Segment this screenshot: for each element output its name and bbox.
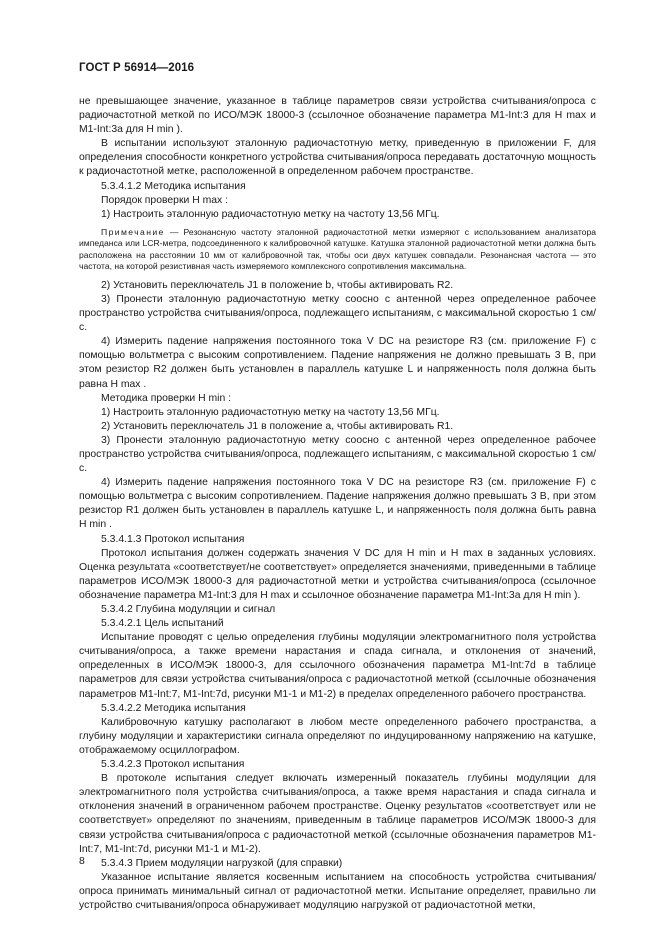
- list-item: 4) Измерить падение напряжения постоянного тока V DC на резисторе R3 (см. приложение F) с помощью вольтметра с высоким сопротивлением. Падение напряжения не должно превышать 3 В, при этом резистор R2 должен быть установлен в параллель катушке L и напряженность поля должна быть равна H max .: [79, 336, 596, 390]
- paragraph: Порядок проверки H max :: [101, 194, 228, 206]
- paragraph: В испытании используют эталонную радиочастотную метку, приведенную в приложении F, для определения способности конкретного устройства считывания/опроса передавать достаточную мощность к радиочастотной метке, расположенной в определенном рабочем пространстве.: [79, 138, 596, 178]
- standard-header: ГОСТ Р 56914—2016: [79, 62, 195, 74]
- list-item: 2) Установить переключатель J1 в положение a, чтобы активировать R1.: [101, 420, 454, 432]
- paragraph: В протоколе испытания следует включать измеренный показатель глубины модуляции для электромагнитного поля устройства считывания/опроса, а также время нарастания и спада сигнала и отклонения значений в ограниченном рабочем пространстве. Оценку результатов «соответствует или не соответствует» определяют по значениям, приведенным в таблице параметров ИСО/МЭК 18000-3 для связи устройства считывания/опроса с радиочастотной меткой (ссылочные обозначения параметров M1-Int:7, M1-Int:7d, рисунки M1-1 и M1-2).: [79, 773, 596, 855]
- clause-heading: 5.3.4.3 Прием модуляции нагрузкой (для справки): [101, 857, 343, 869]
- page-number: 8: [79, 855, 85, 867]
- body-text: [79, 95, 596, 913]
- paragraph: Методика проверки H min :: [101, 392, 231, 404]
- clause-heading: 5.3.4.2.2 Методика испытания: [101, 702, 246, 714]
- list-item: 3) Пронести эталонную радиочастотную метку соосно с антенной через определенное рабочее пространство устройства считывания/опроса, подлежащего испытаниям, с максимальной скоростью 1 см/с.: [79, 434, 596, 475]
- paragraph: Указанное испытание является косвенным испытанием на способность устройства считывания/опроса принимать минимальный сигнал от радиочастотной метки. Испытание определяет, правильно ли устройство считывания/опроса обнаруживает модуляцию нагрузкой от радиочастотной метки,: [79, 871, 596, 911]
- paragraph: не превышающее значение, указанное в таблице параметров связи устройства считывания/опроса с радиочастотной меткой по ИСО/МЭК 18000-3 (ссылочное обозначение параметра M1-Int:3 для H max и M1-Int:3a для H min ).: [79, 96, 596, 136]
- list-item: 4) Измерить падение напряжения постоянного тока V DC на резисторе R3 (см. приложение F) с помощью вольтметра с высоким сопротивлением. Падение напряжения должно превышать 3 В, при этом резистор R1 должен быть установлен в параллель катушке L, и напряженность поля должна быть равна H min .: [79, 477, 596, 531]
- note-label: Примечание: [101, 226, 165, 237]
- paragraph: Протокол испытания должен содержать значения V DC для H min и H max в заданных условиях. Оценка результата «соответствует/не соответствует» определяется значениями, приведенными в таблице параметров ИСО/МЭК 18000-3 для радиочастотной метки и устройства считывания/опроса (ссылочное обозначение параметра M1-Int:3 для H max и ссылочное обозначение параметра M1-Int:3a для H min ).: [79, 547, 596, 601]
- clause-heading: 5.3.4.2 Глубина модуляции и сигнал: [101, 604, 276, 615]
- list-item: 1) Настроить эталонную радиочастотную метку на частоту 13,56 МГц.: [101, 406, 440, 418]
- list-item: 1) Настроить эталонную радиочастотную метку на частоту 13,56 МГц.: [101, 208, 440, 220]
- clause-heading: 5.3.4.1.3 Протокол испытания: [101, 533, 245, 545]
- note-text: — Резонансную частоту эталонной радиочастотной метки измеряют с использованием анализатора импеданса или LCR-метра, подсоединенного к калибровочной катушке. Катушка эталонной радиочастотной метки должна быть расположена на расстоянии 10 мм от калибровочной так, чтобы оси двух катушек совпадали. Резонансная частота — это частота, на которой резистивная часть измеряемого комплексного сопротивления максимальна.: [79, 226, 596, 272]
- note: [79, 227, 596, 273]
- clause-heading: 5.3.4.2.3 Протокол испытания: [101, 759, 245, 771]
- list-item: 3) Пронести эталонную радиочастотную метку соосно с антенной через определенное рабочее пространство устройства считывания/опроса, подлежащего испытаниям, с максимальной скоростью 1 см/с.: [79, 293, 596, 334]
- clause-heading: 5.3.4.2.1 Цель испытаний: [101, 618, 224, 630]
- paragraph: Испытание проводят с целью определения глубины модуляции электромагнитного поля устройства считывания/опроса, а также времени нарастания и спада сигнала, и отклонения от значений, определенных в ИСО/МЭК 18000-3, для ссылочного обозначения параметра M1-Int:7d в таблице параметров для связи устройства считывания/опроса с радиочастотной меткой (ссылочные обозначения параметров M1-Int:7, M1-Int:7d, рисунки M1-1 и M1-2) в пределах определенного рабочего пространства.: [79, 632, 596, 700]
- list-item: 2) Установить переключатель J1 в положение b, чтобы активировать R2.: [101, 279, 454, 291]
- clause-heading: 5.3.4.1.2 Методика испытания: [101, 180, 246, 192]
- paragraph: Калибровочную катушку располагают в любом месте определенного рабочего пространства, а глубину модуляции и характеристики сигнала определяют по индуцированному напряжению на катушке, отображаемому осциллографом.: [79, 716, 596, 756]
